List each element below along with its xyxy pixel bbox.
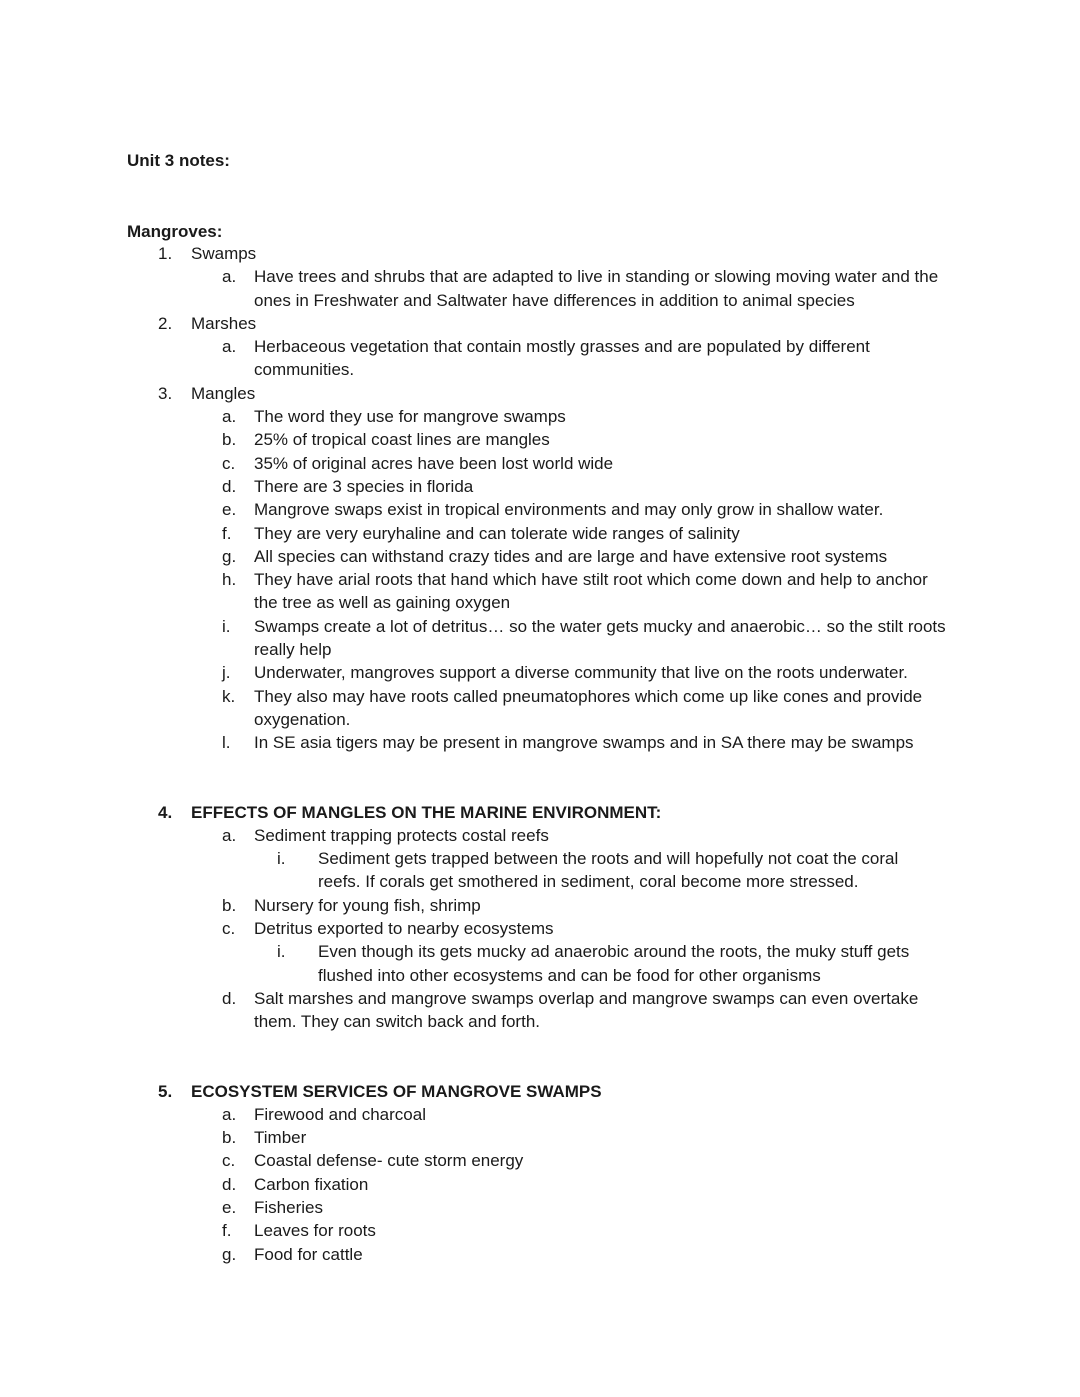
outline-subitem xyxy=(0,568,1080,615)
list-marker: a. xyxy=(222,267,237,287)
outline-item xyxy=(0,312,1080,335)
outline-subitem xyxy=(0,661,1080,684)
outline-subitem xyxy=(0,1219,1080,1242)
list-item-text: Fisheries xyxy=(254,1197,323,1217)
list-item-text: Carbon fixation xyxy=(254,1174,369,1194)
outline-subitem xyxy=(0,917,1080,940)
list-marker: f. xyxy=(222,1221,232,1241)
list-marker: 2. xyxy=(158,313,173,333)
list-marker: h. xyxy=(222,570,237,590)
list-item-text: ECOSYSTEM SERVICES OF MANGROVE SWAMPS xyxy=(191,1081,602,1101)
list-marker: e. xyxy=(222,1197,237,1217)
list-marker: l. xyxy=(222,733,231,753)
list-marker: 5. xyxy=(158,1081,173,1101)
list-item-text: Mangrove swaps exist in tropical environments and may only grow in shallow water. xyxy=(254,500,884,520)
list-item-text: Herbaceous vegetation that contain mostly grasses and are populated by different communities. xyxy=(254,337,870,380)
list-marker: a. xyxy=(222,825,237,845)
list-marker: k. xyxy=(222,686,236,706)
outline-subitem xyxy=(0,987,1080,1034)
list-marker: g. xyxy=(222,1244,237,1264)
list-marker: 3. xyxy=(158,383,173,403)
outline-subitem xyxy=(0,452,1080,475)
list-item-text: Swamps create a lot of detritus… so the water gets mucky and anaerobic… so the stilt roots really help xyxy=(254,616,946,660)
outline-subitem xyxy=(0,522,1080,545)
list-item-text: They are very euryhaline and can tolerate wide ranges of salinity xyxy=(254,523,740,543)
outline-item xyxy=(0,1080,1080,1103)
list-item-text: Sediment trapping protects costal reefs xyxy=(254,825,549,845)
list-marker: j. xyxy=(222,663,231,683)
list-marker: c. xyxy=(222,919,236,939)
list-marker: d. xyxy=(222,988,237,1008)
outline-subitem xyxy=(0,1243,1080,1266)
outline-subitem xyxy=(0,685,1080,732)
list-marker: i. xyxy=(277,942,286,962)
outline-subitem xyxy=(0,405,1080,428)
list-marker: d. xyxy=(222,1174,237,1194)
list-item-text: There are 3 species in florida xyxy=(254,476,474,496)
list-marker: d. xyxy=(222,476,237,496)
outline-subitem xyxy=(0,265,1080,312)
list-marker: c. xyxy=(222,1151,236,1171)
list-item-text: 25% of tropical coast lines are mangles xyxy=(254,430,550,450)
list-marker: f. xyxy=(222,523,232,543)
list-item-text: Timber xyxy=(254,1128,307,1148)
list-item-text: They have arial roots that hand which have stilt root which come down and help to anchor the tree as well as gaining oxygen xyxy=(254,570,928,613)
outline-subitem xyxy=(0,498,1080,521)
list-item-text: Food for cattle xyxy=(254,1244,363,1264)
list-marker: b. xyxy=(222,1128,237,1148)
list-item-text: All species can withstand crazy tides and are large and have extensive root systems xyxy=(254,546,888,566)
list-marker: c. xyxy=(222,453,236,473)
list-item-text: Mangles xyxy=(191,383,256,403)
list-item-text: Have trees and shrubs that are adapted to live in standing or slowing moving water and the ones in Freshwater and Saltwater have differences in addition to animal species xyxy=(254,267,939,310)
outline-item xyxy=(0,801,1080,824)
outline-subitem xyxy=(0,731,1080,754)
list-marker: b. xyxy=(222,895,237,915)
outline-item xyxy=(0,382,1080,405)
outline-item xyxy=(0,242,1080,265)
outline-subitem xyxy=(0,545,1080,568)
outline-subitem xyxy=(0,335,1080,382)
list-item-text: Sediment gets trapped between the roots and will hopefully not coat the coral reefs. If corals get smothered in sediment, coral become more stressed. xyxy=(318,849,899,892)
notes-outline xyxy=(0,242,1080,1266)
list-marker: 4. xyxy=(158,802,173,822)
list-marker: 1. xyxy=(158,244,173,263)
list-item-text: EFFECTS OF MANGLES ON THE MARINE ENVIRONMENT: xyxy=(191,802,662,822)
outline-subitem xyxy=(0,894,1080,917)
document-title: Unit 3 notes: xyxy=(127,151,230,170)
outline-subsubitem xyxy=(0,847,1080,894)
list-item-text: Marshes xyxy=(191,313,257,333)
section-spacer xyxy=(0,755,1080,801)
list-marker: a. xyxy=(222,337,237,357)
outline-subsubitem xyxy=(0,940,1080,987)
list-marker: g. xyxy=(222,546,237,566)
outline-subitem xyxy=(0,1126,1080,1149)
list-marker: i. xyxy=(222,616,231,636)
list-item-text: Coastal defense- cute storm energy xyxy=(254,1151,524,1171)
list-item-text: In SE asia tigers may be present in mangrove swamps and in SA there may be swamps xyxy=(254,733,914,753)
list-marker: e. xyxy=(222,500,237,520)
list-item-text: Nursery for young fish, shrimp xyxy=(254,895,481,915)
list-marker: a. xyxy=(222,407,237,427)
outline-subitem xyxy=(0,1103,1080,1126)
list-item-text: Salt marshes and mangrove swamps overlap and mangrove swamps can even overtake them. They can switch back and forth. xyxy=(254,988,919,1032)
list-item-text: Swamps xyxy=(191,244,257,263)
outline-subitem xyxy=(0,475,1080,498)
list-marker: a. xyxy=(222,1104,237,1124)
list-item-text: Firewood and charcoal xyxy=(254,1104,426,1124)
outline-subitem xyxy=(0,824,1080,847)
outline-subitem xyxy=(0,1196,1080,1219)
outline-subitem xyxy=(0,615,1080,662)
section-spacer xyxy=(0,1034,1080,1080)
list-item-text: Detritus exported to nearby ecosystems xyxy=(254,919,554,939)
list-marker: b. xyxy=(222,430,237,450)
list-item-text: Even though its gets mucky ad anaerobic around the roots, the muky stuff gets flushed into other ecosystems and can be food for other organisms xyxy=(318,942,910,985)
outline-subitem xyxy=(0,1149,1080,1172)
outline-subitem xyxy=(0,428,1080,451)
list-marker: i. xyxy=(277,849,286,869)
section-heading: Mangroves: xyxy=(127,222,223,241)
list-item-text: The word they use for mangrove swamps xyxy=(254,407,566,427)
list-item-text: 35% of original acres have been lost world wide xyxy=(254,453,614,473)
list-item-text: Leaves for roots xyxy=(254,1221,376,1241)
list-item-text: They also may have roots called pneumatophores which come up like cones and provide oxygenation. xyxy=(254,686,923,729)
outline-subitem xyxy=(0,1173,1080,1196)
list-item-text: Underwater, mangroves support a diverse community that live on the roots underwater. xyxy=(254,663,908,683)
